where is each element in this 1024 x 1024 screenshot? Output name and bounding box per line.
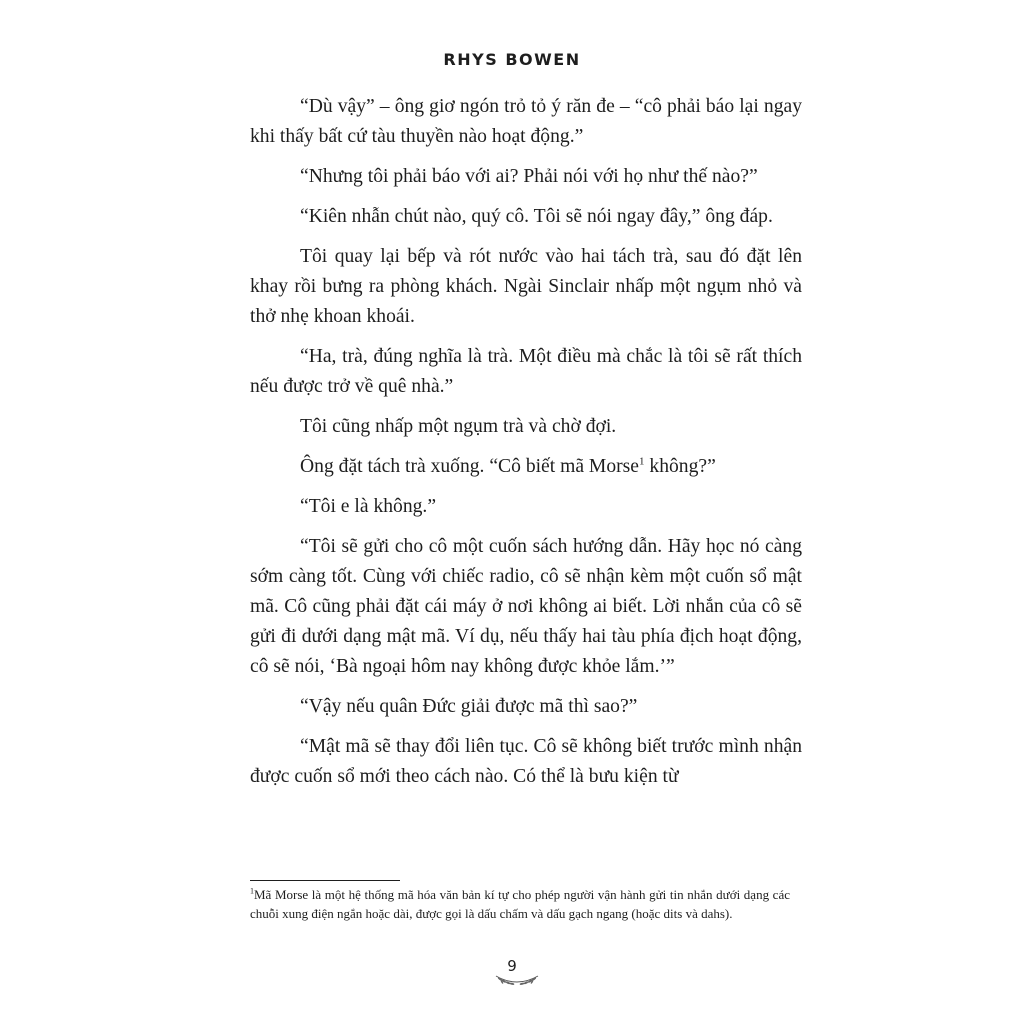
running-header: RHYS BOWEN bbox=[443, 50, 581, 69]
footnote-divider bbox=[250, 880, 400, 881]
page-number: 9 bbox=[507, 957, 517, 975]
paragraph: “Vậy nếu quân Đức giải được mã thì sao?” bbox=[300, 696, 638, 717]
body-text bbox=[250, 92, 802, 802]
footnote-reference[interactable]: 1 bbox=[639, 455, 645, 468]
paragraph: Tôi quay lại bếp và rót nước vào hai tách trà, sau đó đặt lên khay rồi bưng ra phòng khách. Ngài Sinclair nhấp một ngụm nhỏ và thở nhẹ khoan khoái. bbox=[250, 246, 802, 327]
paragraph: “Dù vậy” – ông giơ ngón trỏ tỏ ý răn đe – “cô phải báo lại ngay khi thấy bất cứ tàu thuyền nào hoạt động.” bbox=[250, 96, 802, 147]
paragraph: “Kiên nhẫn chút nào, quý cô. Tôi sẽ nói ngay đây,” ông đáp. bbox=[300, 206, 773, 227]
paragraph: “Tôi sẽ gửi cho cô một cuốn sách hướng dẫn. Hãy học nó càng sớm càng tốt. Cùng với chiếc radio, cô sẽ nhận kèm một cuốn sổ mật mã. Cô cũng phải đặt cái máy ở nơi không ai biết. Lời nhắn của cô sẽ gửi đi dưới dạng mật mã. Ví dụ, nếu thấy hai tàu phía địch hoạt động, cô sẽ nói, ‘Bà ngoại hôm nay không được khỏe lắm.’” bbox=[250, 536, 802, 677]
laurel-icon bbox=[492, 972, 542, 988]
paragraph: Tôi cũng nhấp một ngụm trà và chờ đợi. bbox=[300, 416, 617, 437]
paragraph-text: không?” bbox=[644, 456, 716, 477]
paragraph: “Nhưng tôi phải báo với ai? Phải nói với họ như thế nào?” bbox=[300, 166, 758, 187]
paragraph-text: Ông đặt tách trà xuống. “Cô biết mã Morse bbox=[300, 456, 639, 477]
paragraph: “Tôi e là không.” bbox=[300, 496, 437, 517]
footnote-marker: 1 bbox=[250, 886, 254, 896]
footnote-text: Mã Morse là một hệ thống mã hóa văn bản kí tự cho phép người vận hành gửi tin nhắn dưới dạng các chuỗi xung điện ngắn hoặc dài, được gọi là dấu chấm và dấu gạch ngang (hoặc dits và dahs). bbox=[250, 887, 790, 921]
paragraph-morse bbox=[250, 452, 802, 482]
paragraph: “Mật mã sẽ thay đổi liên tục. Cô sẽ không biết trước mình nhận được cuốn sổ mới theo cách nào. Có thể là bưu kiện từ bbox=[250, 736, 802, 787]
footnote bbox=[250, 885, 790, 923]
paragraph: “Ha, trà, đúng nghĩa là trà. Một điều mà chắc là tôi sẽ rất thích nếu được trở về quê nhà.” bbox=[250, 346, 802, 397]
